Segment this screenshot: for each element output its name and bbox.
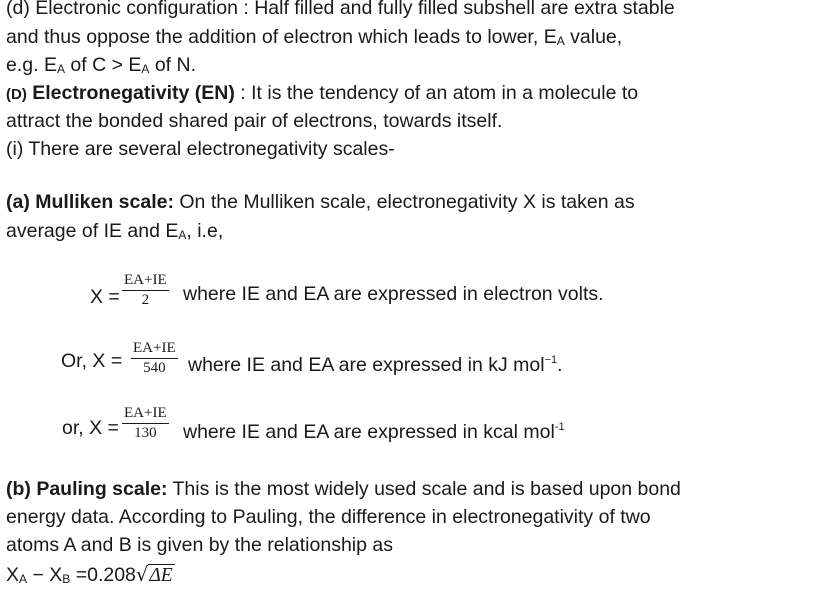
equation-description: where IE and EA are expressed in kcal mol [183,421,555,443]
line-definition [6,108,502,134]
line-pauling-heading [6,476,681,502]
text: of C > E [64,54,142,76]
denominator: 2 [141,292,150,308]
text: . [557,354,563,376]
pauling-formula [6,562,175,592]
line-pauling-energy [6,504,651,530]
numerator: EA+IE [122,271,169,291]
text: and thus oppose the addition of electron which leads to lower, E [6,26,557,48]
subscript: A [19,572,28,586]
line-mulliken-heading [6,189,635,215]
numerator: EA+IE [131,339,178,359]
text: energy data. According to Pauling, the difference in electronegativity of two [6,506,651,528]
numerator: EA+IE [122,404,169,424]
subscript: B [62,572,71,586]
line-pauling-relationship [6,532,393,558]
chi-symbol: X [6,564,20,586]
line-average [6,218,223,248]
subscript: A [556,34,565,48]
denominator: 540 [143,360,166,376]
text: e.g. E [6,54,57,76]
superscript: −1 [544,354,558,366]
line-example [6,52,196,82]
equation-lhs: or, X = [62,417,119,439]
subscript: A [56,62,65,76]
text: attract the bonded shared pair of electrons, towards itself. [6,110,503,132]
section-title: (a) Mulliken scale: [6,191,174,213]
text: (i) There are several electronegativity scales- [6,138,395,160]
square-root-icon: √ [135,563,149,586]
equation-description: where IE and EA are expressed in kJ mol [188,354,545,376]
section-title: (b) Pauling scale: [6,478,168,500]
section-title: Electronegativity (EN) [26,82,235,104]
radical-argument: ΔE [149,565,173,586]
minus-sign: − [27,564,50,586]
text: , i.e, [186,220,224,242]
superscript: -1 [554,421,565,433]
line-ea-value [6,24,622,54]
line-scales [6,136,395,162]
chi-symbol: X [49,564,63,586]
text: On the Mulliken scale, electronegativity X is taken as [173,191,635,213]
fraction [122,404,169,442]
equation-lhs: Or, X = [61,350,123,372]
fraction [131,339,178,377]
line-electronic-configuration [6,0,675,21]
line-electronegativity-heading [6,80,638,108]
text: atoms A and B is given by the relationship as [6,534,393,556]
subscript: A [141,62,150,76]
text: This is the most widely used scale and is based upon bond [167,478,681,500]
text: (d) Electronic configuration : Half filled and fully filled subshell are extra stable [6,0,675,19]
text: : It is the tendency of an atom in a molecule to [234,82,639,104]
fraction [122,271,169,309]
section-tag: (D) [6,86,27,103]
denominator: 130 [134,425,157,441]
equation-lhs: X = [90,286,120,308]
equation-description: where IE and EA are expressed in electron volts. [183,283,604,305]
text: value, [564,26,623,48]
subscript: A [178,228,187,242]
text: average of IE and E [6,220,179,242]
text: of N. [149,54,197,76]
coefficient: =0.208 [70,564,136,586]
